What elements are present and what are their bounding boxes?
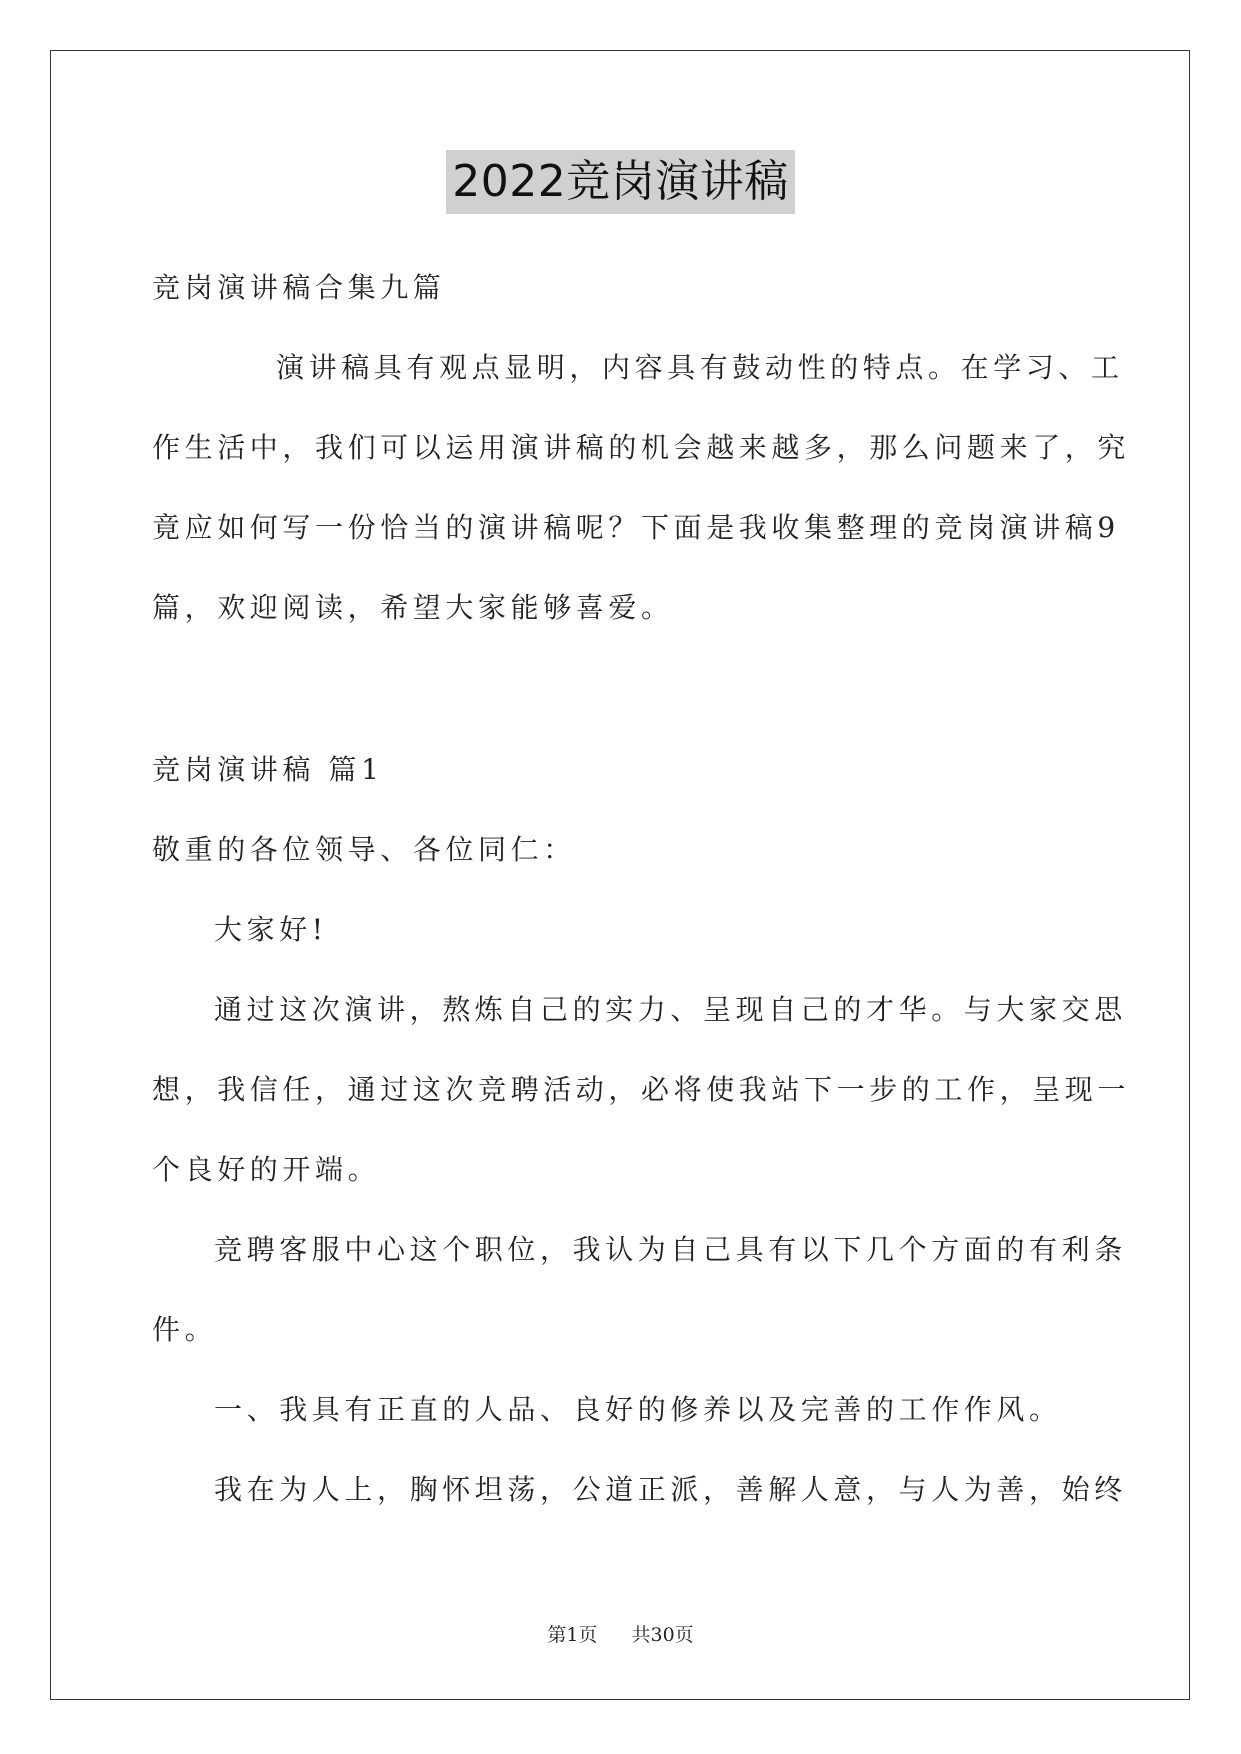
intro-line-2: 作生活中，我们可以运用演讲稿的机会越来越多，那么问题来了，究 <box>152 431 1131 464</box>
hello-line: 大家好! <box>214 913 328 946</box>
page-number: 第1页 <box>547 1624 598 1646</box>
para2-line-1: 竞聘客服中心这个职位，我认为自己具有以下几个方面的有利条 <box>214 1233 1127 1266</box>
section-heading: 竞岗演讲稿 篇1 <box>152 753 384 786</box>
intro-line-3: 竟应如何写一份恰当的演讲稿呢？下面是我收集整理的竞岗演讲稿9 <box>152 511 1120 544</box>
page-total: 共30页 <box>631 1624 694 1646</box>
page-footer <box>0 1620 1241 1647</box>
para4-line: 我在为人上，胸怀坦荡，公道正派，善解人意，与人为善，始终 <box>214 1473 1127 1506</box>
para3-line: 一、我具有正直的人品、良好的修养以及完善的工作作风。 <box>214 1393 1062 1426</box>
document-subtitle: 竞岗演讲稿合集九篇 <box>152 271 446 304</box>
document-title: 2022竞岗演讲稿 <box>446 150 794 214</box>
greeting-line: 敬重的各位领导、各位同仁： <box>152 833 576 866</box>
para2-line-2: 件。 <box>152 1313 218 1346</box>
para1-line-3: 个良好的开端。 <box>152 1153 381 1186</box>
para1-line-2: 想，我信任，通过这次竞聘活动，必将使我站下一步的工作，呈现一 <box>152 1073 1131 1106</box>
para1-line-1: 通过这次演讲，熬炼自己的实力、呈现自己的才华。与大家交思 <box>214 993 1127 1026</box>
title-container <box>0 150 1241 214</box>
intro-line-1: 演讲稿具有观点显明，内容具有鼓动性的特点。在学习、工 <box>276 351 1124 384</box>
intro-line-4: 篇，欢迎阅读，希望大家能够喜爱。 <box>152 591 674 624</box>
